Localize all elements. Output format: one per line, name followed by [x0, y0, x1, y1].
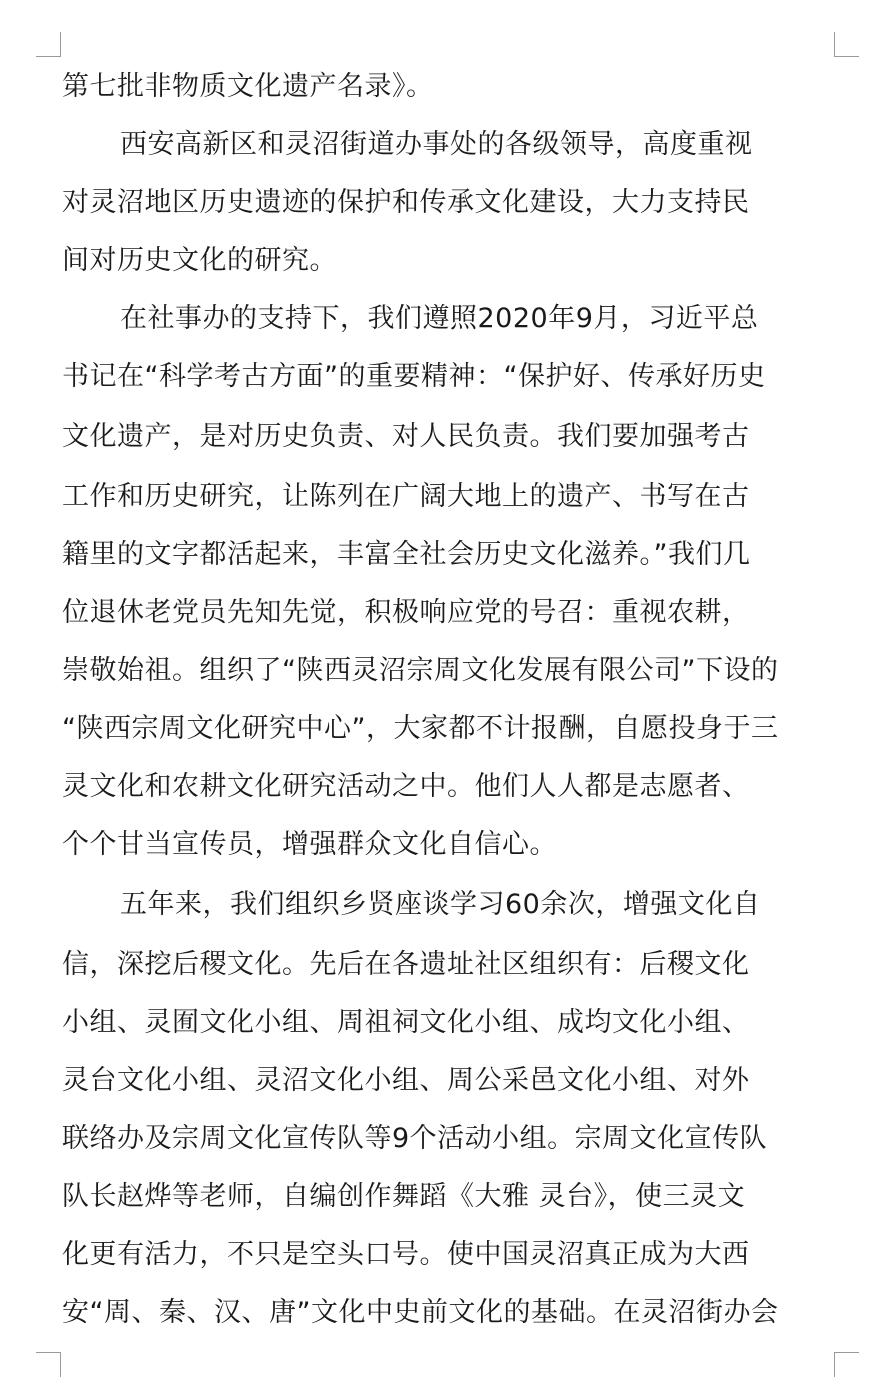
- text-line: 文化遗产，是对历史负责、对人民负责。我们要加强考古: [62, 421, 750, 452]
- text-line: 籍里的文字都活起来，丰富全社会历史文化滋养。”我们几: [62, 539, 751, 570]
- text-line: 位退休老党员先知先觉，积极响应党的号召：重视农耕，: [62, 597, 750, 628]
- text-line: 第七批非物质文化遗产名录》。: [62, 71, 434, 102]
- crop-mark-bottom-right: [834, 1352, 859, 1377]
- text-line: 间对历史文化的研究。: [62, 245, 337, 276]
- text-line: 小组、灵囿文化小组、周祖祠文化小组、成均文化小组、: [62, 1007, 750, 1038]
- text-line: 对灵沼地区历史遗迹的保护和传承文化建设，大力支持民: [62, 187, 750, 218]
- paragraph-start-line: 五年来，我们组织乡贤座谈学习60余次，增强文化自: [120, 889, 761, 920]
- text-line: “陕西宗周文化研究中心”，大家都不计报酬，自愿投身于三: [62, 713, 779, 744]
- text-line: 个个甘当宣传员，增强群众文化自信心。: [62, 829, 557, 860]
- paragraph-start-line: 在社事办的支持下，我们遵照2020年9月，习近平总: [120, 303, 759, 334]
- text-line: 联络办及宗周文化宣传队等9个活动小组。宗周文化宣传队: [62, 1123, 768, 1154]
- text-line: 信，深挖后稷文化。先后在各遗址社区组织有：后稷文化: [62, 949, 750, 980]
- text-line: 安“周、秦、汉、唐”文化中史前文化的基础。在灵沼街办会: [62, 1297, 779, 1328]
- text-line: 灵文化和农耕文化研究活动之中。他们人人都是志愿者、: [62, 771, 750, 802]
- document-body: [62, 58, 834, 1342]
- text-line: 化更有活力，不只是空头口号。使中国灵沼真正成为大西: [62, 1239, 750, 1270]
- paragraph-start-line: 西安高新区和灵沼街道办事处的各级领导，高度重视: [120, 129, 753, 160]
- text-line: 灵台文化小组、灵沼文化小组、周公采邑文化小组、对外: [62, 1065, 750, 1096]
- text-line: 工作和历史研究，让陈列在广阔大地上的遗产、书写在古: [62, 481, 750, 512]
- text-line: 崇敬始祖。组织了“陕西灵沼宗周文化发展有限公司”下设的: [62, 655, 779, 686]
- crop-mark-bottom-left: [36, 1352, 61, 1377]
- crop-mark-top-right: [834, 32, 859, 57]
- crop-mark-top-left: [36, 32, 61, 57]
- text-line: 书记在“科学考古方面”的重要精神：“保护好、传承好历史: [62, 361, 766, 392]
- text-line: 队长赵烨等老师，自编创作舞蹈《大雅 灵台》，使三灵文: [62, 1181, 746, 1212]
